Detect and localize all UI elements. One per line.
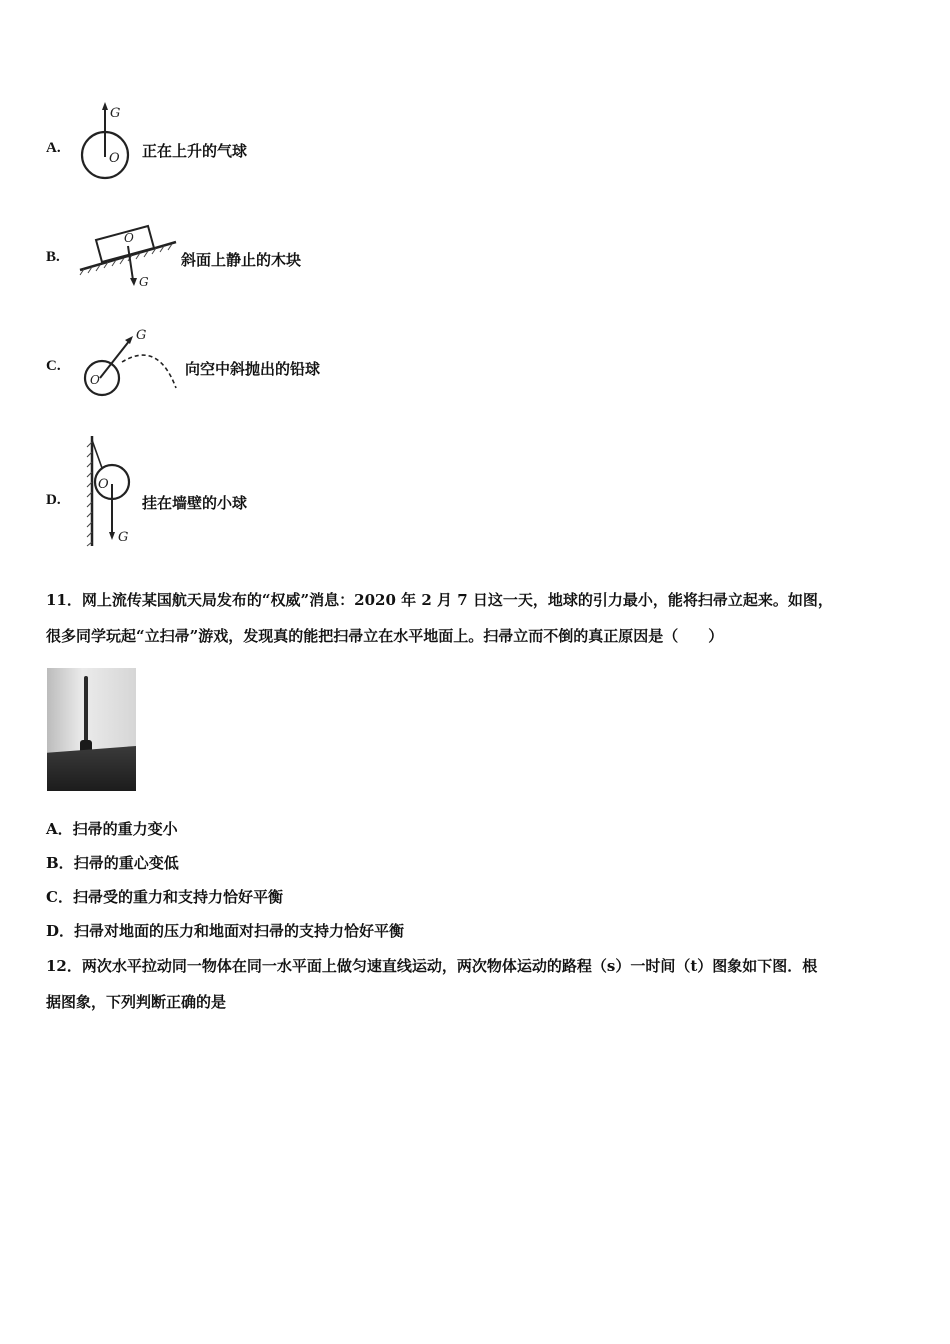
q11-stem-line-1: 11．网上流传某国航天局发布的“权威”消息：2020 年 2 月 7 日这一天，地球的引力最小，能将扫帚立起来。如图， <box>46 591 833 609</box>
option-c-label: C. <box>46 358 61 374</box>
broom-photo <box>47 668 136 791</box>
photo-floor <box>47 746 136 791</box>
q11-choice-a-label: A． <box>46 820 73 838</box>
q11-choice-b-text: 扫帚的重心变低 <box>73 854 179 872</box>
q11-choice-d <box>46 920 404 941</box>
q11-choice-a <box>46 818 178 839</box>
trajectory-curve <box>122 355 176 388</box>
q11-choice-b <box>46 852 179 873</box>
option-c-text: 向空中斜抛出的铅球 <box>185 360 321 378</box>
block-on-incline-figure <box>76 218 180 292</box>
thrown-shot-put-figure <box>78 322 182 398</box>
q12-stem-line-1: 12．两次水平拉动同一物体在同一水平面上做匀速直线运动，两次物体运动的路程（s）一时间（t）图象如下图．根 <box>46 957 818 975</box>
ball-on-wall-figure <box>84 432 144 548</box>
velocity-arrow <box>100 340 130 378</box>
string-line <box>92 440 102 468</box>
rising-balloon-figure <box>74 100 134 182</box>
center-label: O <box>98 477 109 492</box>
q11-choice-c-label: C． <box>46 888 73 906</box>
option-d-label: D. <box>46 492 61 508</box>
option-a-label: A. <box>46 140 61 156</box>
option-b-text: 斜面上静止的木块 <box>181 251 302 269</box>
q11-choice-c <box>46 886 283 907</box>
q11-choice-b-label: B． <box>46 854 74 872</box>
q11-choice-d-text: 扫帚对地面的压力和地面对扫帚的支持力恰好平衡 <box>74 922 405 940</box>
q11-stem-line-2: 很多同学玩起“立扫帚”游戏，发现真的能把扫帚立在水平地面上。扫帚立而不倒的真正原因是（ ） <box>46 627 724 645</box>
q11-choice-d-label: D． <box>46 922 75 940</box>
gravity-label: G <box>110 106 121 121</box>
arrow-head <box>125 336 133 344</box>
q11-choice-c-text: 扫帚受的重力和支持力恰好平衡 <box>72 888 283 906</box>
q12-stem-line-2: 据图象，下列判断正确的是 <box>46 993 227 1011</box>
option-d-text: 挂在墙壁的小球 <box>142 494 248 512</box>
arrow-head <box>109 532 115 540</box>
arrow-head <box>102 102 108 110</box>
option-b-label: B. <box>46 249 60 265</box>
gravity-label: G <box>136 328 147 343</box>
q11-choice-a-text: 扫帚的重力变小 <box>72 820 178 838</box>
gravity-label: G <box>118 530 129 545</box>
gravity-label: G <box>139 275 149 289</box>
center-label: O <box>109 151 120 166</box>
center-label: O <box>90 373 100 387</box>
center-label: O <box>124 231 134 245</box>
arrow-head <box>130 278 137 286</box>
option-a-text: 正在上升的气球 <box>142 142 248 160</box>
